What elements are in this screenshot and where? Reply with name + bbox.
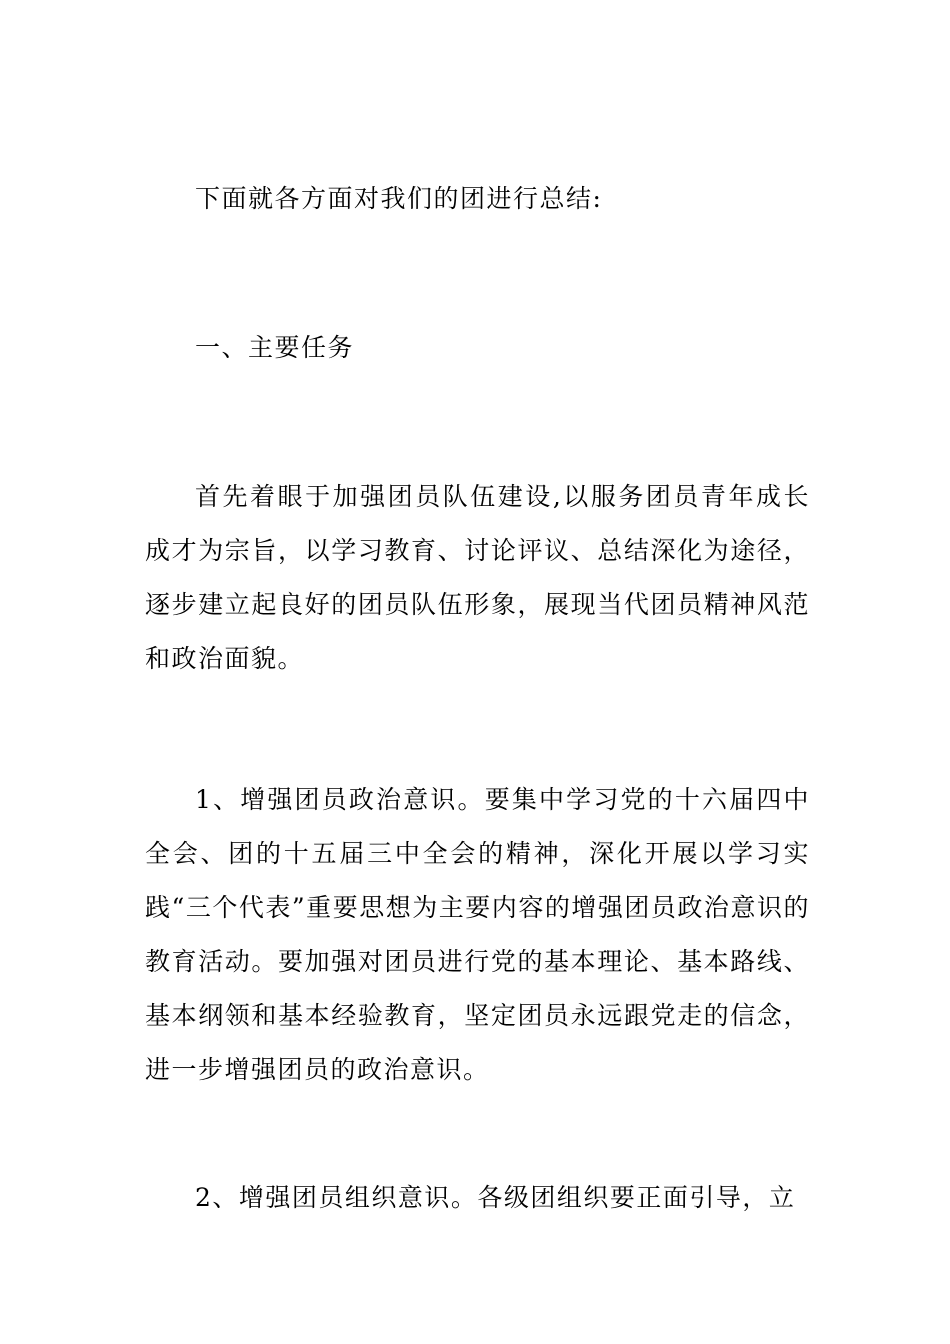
list-item-paragraph: 2、增强团员组织意识。各级团组织要正面引导，立	[195, 1183, 796, 1212]
list-item-paragraph: 1、增强团员政治意识。要集中学习党的十六届四中全会、团的十五届三中全会的精神，深化开展以学习实践“三个代表”重要思想为主要内容的增强团员政治意识的教育活动。要加强对团员进行党的基本理论、基本路线、基本纲领和基本经验教育，坚定团员永远跟党走的信念，进一步增强团员的政治意识。	[145, 785, 810, 1084]
body-paragraph: 首先着眼于加强团员队伍建设,以服务团员青年成长成才为宗旨，以学习教育、讨论评议、总结深化为途径，逐步建立起良好的团员队伍形象，展现当代团员精神风范和政治面貌。	[145, 482, 810, 673]
intro-paragraph: 下面就各方面对我们的团进行总结:	[195, 184, 603, 213]
section-heading: 一、主要任务	[195, 333, 355, 362]
